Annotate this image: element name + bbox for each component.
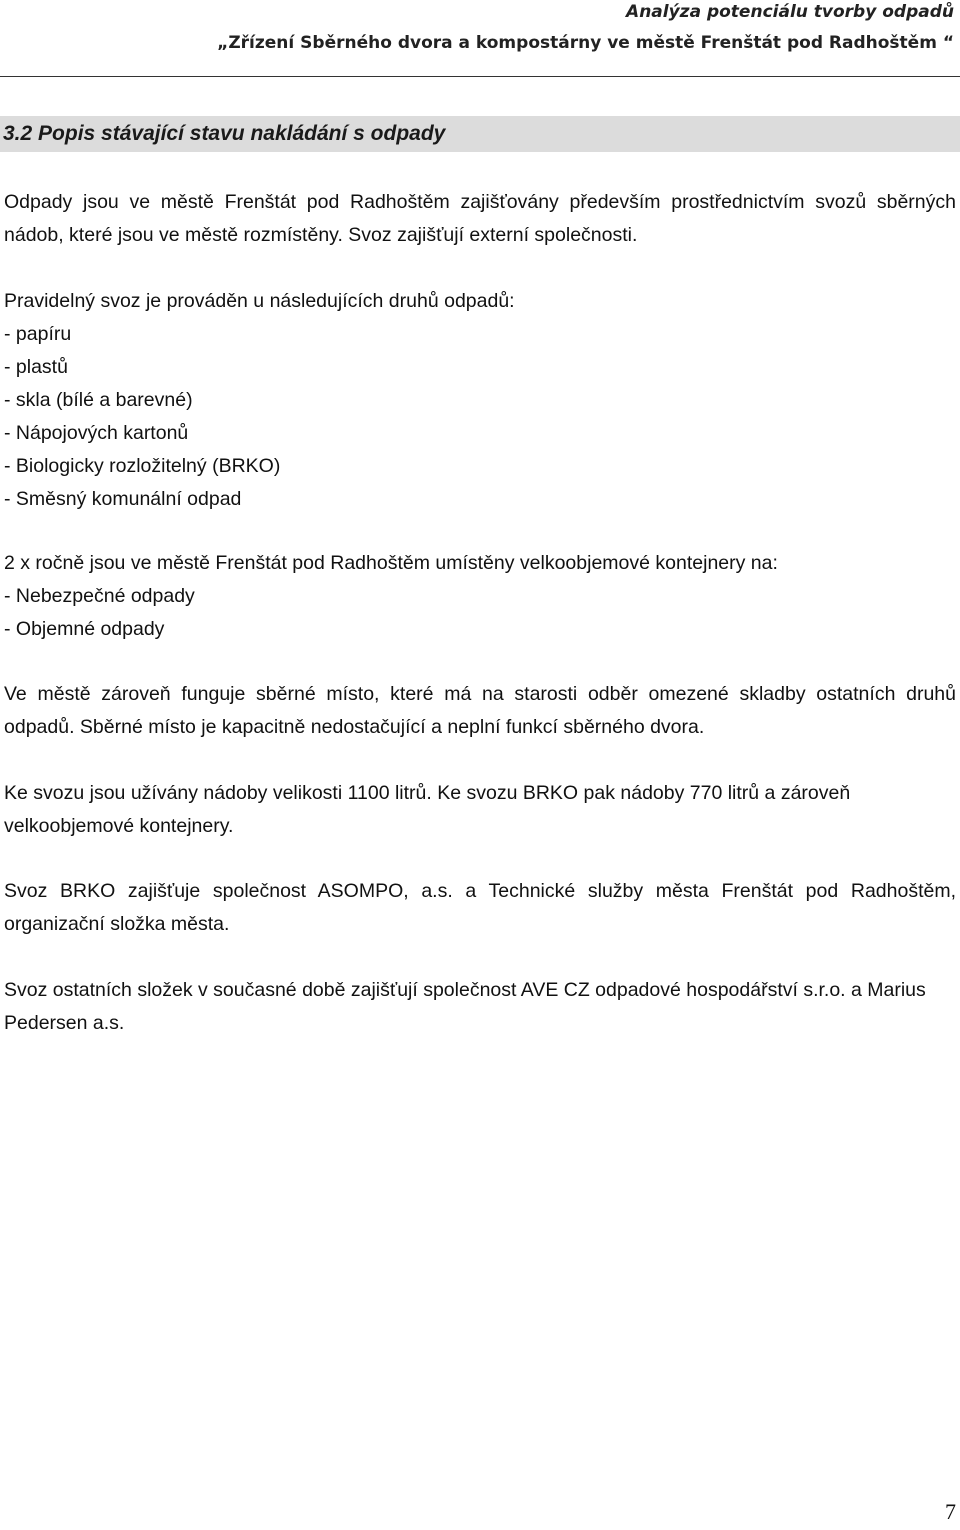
list-item: - skla (bílé a barevné) [4, 389, 193, 411]
list-item: - Nebezpečné odpady [4, 585, 195, 607]
containers-list [4, 580, 195, 646]
header-divider [0, 76, 960, 77]
list-item: - Objemné odpady [4, 618, 165, 640]
list-item: - plastů [4, 356, 68, 378]
list-item: - Nápojových kartonů [4, 422, 189, 444]
intro-paragraph: Odpady jsou ve městě Frenštát pod Radhoštěm zajišťovány především prostřednictvím svozů sběrných nádob, které jsou ve městě rozmístěny. Svoz zajišťují externí společnosti. [4, 191, 956, 246]
page-number: 7 [945, 1499, 956, 1524]
header-subtitle: „Zřízení Sběrného dvora a kompostárny ve městě Frenštát pod Radhoštěm “ [217, 33, 954, 53]
list-item: - Biologicky rozložitelný (BRKO) [4, 455, 281, 477]
list-item: - Směsný komunální odpad [4, 488, 242, 510]
other-components-paragraph: Svoz ostatních složek v současné době zajišťují společnost AVE CZ odpadové hospodářství s.r.o. a Marius Pedersen a.s. [4, 979, 926, 1034]
containers-title: 2 x ročně jsou ve městě Frenštát pod Radhoštěm umístěny velkoobjemové kontejnery na: [4, 552, 778, 574]
header-title: Analýza potenciálu tvorby odpadů [626, 2, 954, 22]
regular-collection-title: Pravidelný svoz je prováděn u následujících druhů odpadů: [4, 290, 515, 312]
container-size-paragraph: Ke svozu jsou užívány nádoby velikosti 1100 litrů. Ke svozu BRKO pak nádoby 770 litrů a zároveň velkoobjemové kontejnery. [4, 782, 851, 837]
page-header [217, 0, 954, 58]
brko-paragraph: Svoz BRKO zajišťuje společnost ASOMPO, a.s. a Technické služby města Frenštát pod Radhoštěm, organizační složka města. [4, 880, 956, 935]
list-item: - papíru [4, 323, 72, 345]
collection-point-paragraph: Ve městě zároveň funguje sběrné místo, které má na starosti odběr omezené skladby ostatních druhů odpadů. Sběrné místo je kapacitně nedostačující a neplní funkcí sběrného dvora. [4, 683, 956, 738]
regular-collection-list [4, 318, 280, 516]
section-heading: 3.2 Popis stávající stavu nakládání s odpady [0, 116, 960, 152]
